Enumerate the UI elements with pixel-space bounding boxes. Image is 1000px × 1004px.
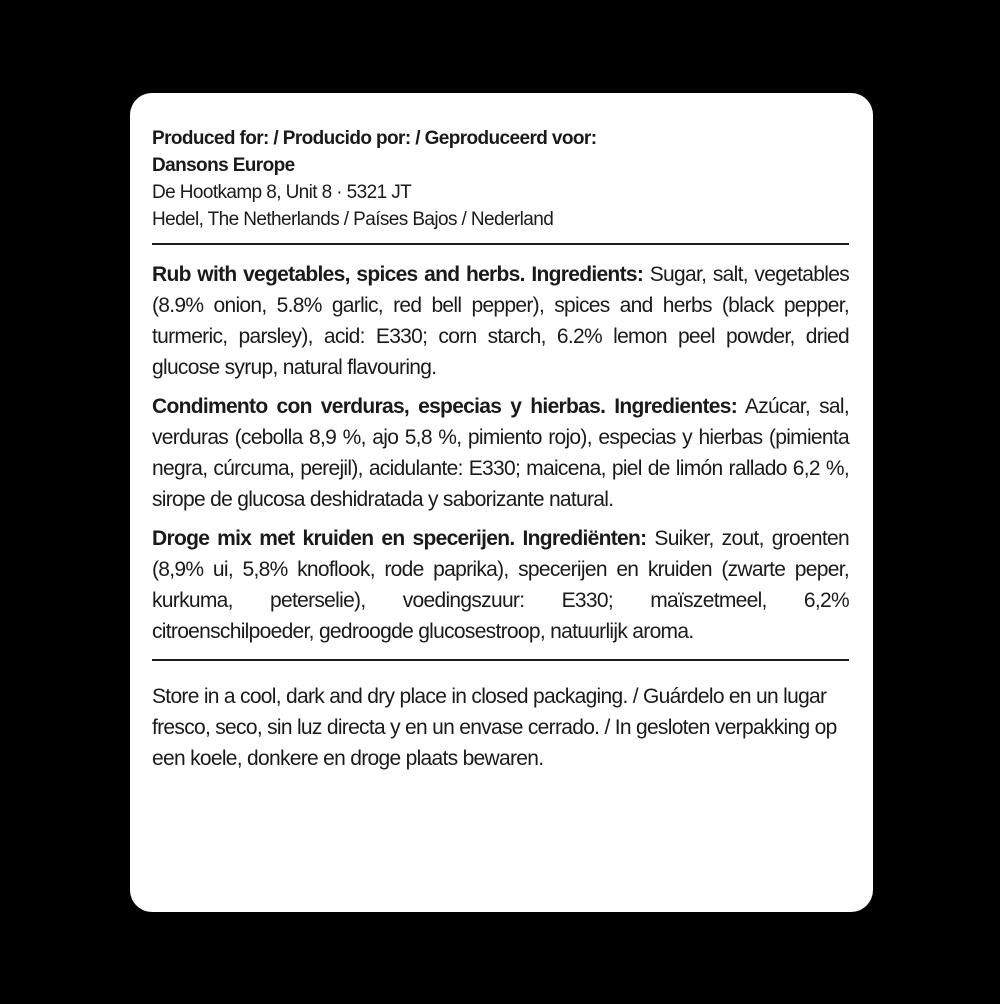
ingredients-block (152, 259, 849, 647)
ingredients-spanish-heading: Condimento con verduras, especias y hierbas. Ingredientes: (152, 395, 738, 418)
producer-heading: Produced for: / Producido por: / Geproduceerd voor: (152, 128, 597, 149)
ingredients-english-text: Sugar, salt, vegetables (8.9% onion, 5.8% garlic, red bell pepper), spices and herbs (black pepper, turmeric, parsley), acid: E330; corn starch, 6.2% lemon peel powder, dried glucose syrup, natural flavouring. (152, 263, 850, 379)
ingredients-dutch (152, 523, 849, 647)
company-name: Dansons Europe (152, 155, 295, 176)
producer-block (152, 125, 849, 233)
ingredients-dutch-text: Suiker, zout, groenten (8,9% ui, 5,8% knoflook, rode paprika), specerijen en kruiden (zwarte peper, kurkuma, peterselie), voedingszuur: E330; maïszetmeel, 6,2% citroenschilpoeder, gedroogde glucosestroop, natuurlijk aroma. (152, 527, 849, 643)
address-line-2: Hedel, The Netherlands / Países Bajos / Nederland (152, 209, 554, 230)
ingredients-english (152, 259, 849, 383)
ingredients-english-heading: Rub with vegetables, spices and herbs. Ingredients: (152, 263, 644, 286)
divider-bottom (152, 659, 849, 661)
product-label (130, 93, 873, 912)
ingredients-dutch-heading: Droge mix met kruiden en specerijen. Ingrediënten: (152, 527, 647, 550)
divider-top (152, 243, 849, 245)
ingredients-spanish-text: Azúcar, sal, verduras (cebolla 8,9 %, ajo 5,8 %, pimiento rojo), especias y hierbas (pimienta negra, cúrcuma, perejil), acidulante: E330; maicena, piel de limón rallado 6,2 %, sirope de glucosa deshidratada y saborizante natural. (152, 395, 849, 511)
ingredients-spanish (152, 391, 849, 515)
address-line-1: De Hootkamp 8, Unit 8 · 5321 JT (152, 182, 412, 203)
storage-instructions: Store in a cool, dark and dry place in closed packaging. / Guárdelo en un lugar fresco, seco, sin luz directa y en un envase cerrado. / In gesloten verpakking op een koele, donkere en droge plaats bewaren. (152, 685, 837, 770)
